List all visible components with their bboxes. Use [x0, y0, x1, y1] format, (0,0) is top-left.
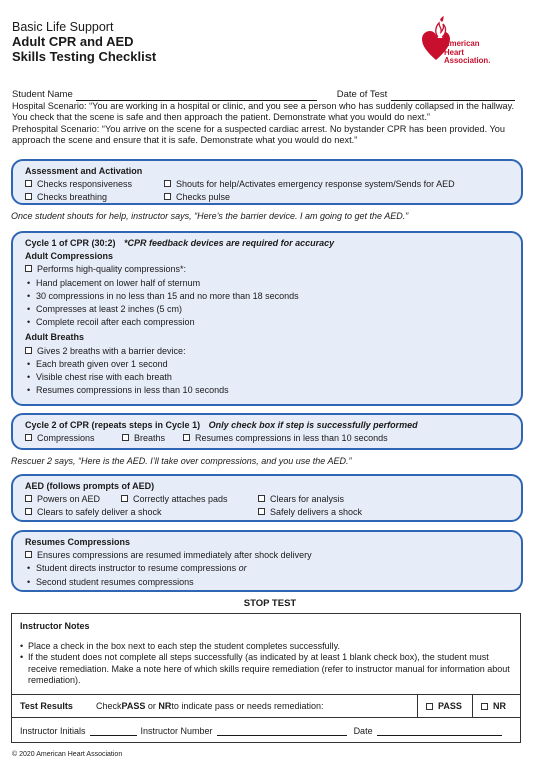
nr-checkbox[interactable]	[481, 703, 488, 710]
resumes-title: Resumes Compressions	[25, 537, 131, 547]
instructor-initials-label: Instructor Initials	[20, 725, 86, 736]
cycle1-title: Cycle 1 of CPR (30:2)	[25, 238, 116, 248]
notes-bullet: • Place a check in the box next to each step the student completes successfully.	[20, 641, 341, 652]
test-results-instruction: Check PASS or NR to indicate pass or needs remediation:	[96, 701, 324, 711]
cycle2-section	[11, 413, 523, 450]
prehospital-scenario: Prehospital Scenario: “You arrive on the scene for a suspected cardiac arrest. No bystander CPR has been provided. You approach the scene and ensure that it is safe. Demonstrate what you would do next.”	[12, 123, 506, 146]
checkbox[interactable]	[25, 508, 32, 515]
aha-logo	[421, 16, 531, 68]
header-subtitle: Basic Life Support	[12, 20, 114, 34]
pass-checkbox[interactable]	[426, 703, 433, 710]
clears-analysis-item: Clears for analysis	[258, 493, 344, 506]
date-label: Date	[353, 725, 373, 736]
resumes-section	[11, 530, 523, 592]
instructor-notes	[11, 613, 521, 743]
header-title-line1: Adult CPR and AED	[12, 34, 134, 49]
checkbox[interactable]	[25, 180, 32, 187]
date-of-test-field[interactable]	[391, 91, 515, 101]
instructor-barrier-line: Once student shouts for help, instructor says, “Here’s the barrier device. I am going to get the AED.”	[11, 211, 409, 221]
compressions-heading: Adult Compressions	[25, 251, 114, 262]
compression-bullet: • Complete recoil after each compression	[25, 316, 509, 329]
student-info-fields	[12, 89, 517, 101]
compression-bullet: • 30 compressions in no less than 15 and no more than 18 seconds	[25, 290, 509, 303]
assessment-title: Assessment and Activation	[25, 166, 143, 176]
checkbox[interactable]	[121, 495, 128, 502]
test-results-label: Test Results	[20, 701, 73, 711]
checkbox[interactable]	[25, 347, 32, 354]
aed-title: AED (follows prompts of AED)	[25, 481, 155, 491]
checks-pulse-item: Checks pulse	[164, 191, 230, 204]
delivers-shock-item: Safely delivers a shock	[258, 506, 362, 519]
breath-bullet: • Each breath given over 1 second	[25, 358, 509, 371]
test-results-row	[12, 695, 520, 718]
rescuer-line: Rescuer 2 says, “Here is the AED. I’ll take over compressions, and you use the AED.”	[11, 456, 352, 466]
resumes-bullet: • Student directs instructor to resume compressions or	[25, 562, 509, 575]
checkbox[interactable]	[258, 495, 265, 502]
notes-title: Instructor Notes	[20, 621, 90, 631]
breath-bullet: • Visible chest rise with each breath	[25, 371, 509, 384]
hospital-scenario: Hospital Scenario: “You are working in a hospital or clinic, and you see a person who has suddenly collapsed in the hallway. You check that the scene is safe and then approach the patient. Demonstrate what you would do next.”	[12, 100, 515, 123]
cycle1-section	[11, 231, 523, 406]
stop-test-heading: STOP TEST	[243, 598, 297, 609]
cycle1-note: *CPR feedback devices are required for accuracy	[124, 238, 335, 248]
logo-wordmark: American Heart Association.	[444, 39, 491, 65]
student-info	[12, 89, 517, 147]
checkbox[interactable]	[25, 193, 32, 200]
compressions-item: Performs high-quality compressions*:	[25, 263, 509, 276]
powers-on-item: Powers on AED	[25, 493, 121, 506]
notes-bullet: • If the student does not complete all steps successfully (as indicated by at least 1 blank check box), the student must receive remediation. Make a note here of which skills require remediation (refer to instructor manual for information about remediation).	[20, 652, 510, 685]
cycle2-title: Cycle 2 of CPR (repeats steps in Cycle 1)	[25, 420, 201, 430]
attaches-pads-item: Correctly attaches pads	[121, 493, 258, 506]
breaths-item: Gives 2 breaths with a barrier device:	[25, 345, 509, 358]
compression-bullet: • Compresses at least 2 inches (5 cm)	[25, 303, 509, 316]
signature-row	[12, 718, 520, 743]
copyright: © 2020 American Heart Association	[12, 751, 123, 758]
shouts-for-help-item: Shouts for help/Activates emergency response system/Sends for AED	[164, 178, 455, 191]
student-name-field[interactable]	[76, 91, 317, 101]
checkbox[interactable]	[164, 193, 171, 200]
checkbox[interactable]	[25, 265, 32, 272]
date-field[interactable]	[377, 726, 502, 736]
instructor-initials-field[interactable]	[90, 726, 137, 736]
checks-breathing-item: Checks breathing	[25, 191, 164, 204]
checkbox[interactable]	[122, 434, 129, 441]
resumes-item: Ensures compressions are resumed immediately after shock delivery	[25, 549, 509, 562]
cycle2-resumes-item: Resumes compressions in less than 10 seconds	[183, 432, 388, 445]
assessment-section	[11, 159, 523, 205]
pass-option[interactable]: PASS	[417, 695, 472, 717]
clears-shock-item: Clears to safely deliver a shock	[25, 506, 258, 519]
instructor-number-label: Instructor Number	[140, 725, 213, 736]
nr-option[interactable]: NR	[472, 695, 520, 717]
cycle2-compressions-item: Compressions	[25, 432, 122, 445]
resumes-bullet: • Second student resumes compressions	[25, 576, 509, 589]
checkbox[interactable]	[25, 551, 32, 558]
breath-bullet: • Resumes compressions in less than 10 seconds	[25, 384, 509, 397]
aed-section	[11, 474, 523, 522]
compression-bullet: • Hand placement on lower half of sternum	[25, 277, 509, 290]
cycle2-note: Only check box if step is successfully performed	[208, 420, 418, 430]
checkbox[interactable]	[25, 434, 32, 441]
header	[12, 20, 156, 64]
instructor-number-field[interactable]	[217, 726, 347, 736]
student-name-label: Student Name	[12, 89, 73, 100]
header-title-line2: Skills Testing Checklist	[12, 49, 157, 64]
checkbox[interactable]	[258, 508, 265, 515]
breaths-heading: Adult Breaths	[25, 332, 85, 343]
checkbox[interactable]	[164, 180, 171, 187]
date-of-test-label: Date of Test	[336, 89, 388, 100]
checks-responsiveness-item: Checks responsiveness	[25, 178, 164, 191]
checkbox[interactable]	[25, 495, 32, 502]
checkbox[interactable]	[183, 434, 190, 441]
cycle2-breaths-item: Breaths	[122, 432, 183, 445]
